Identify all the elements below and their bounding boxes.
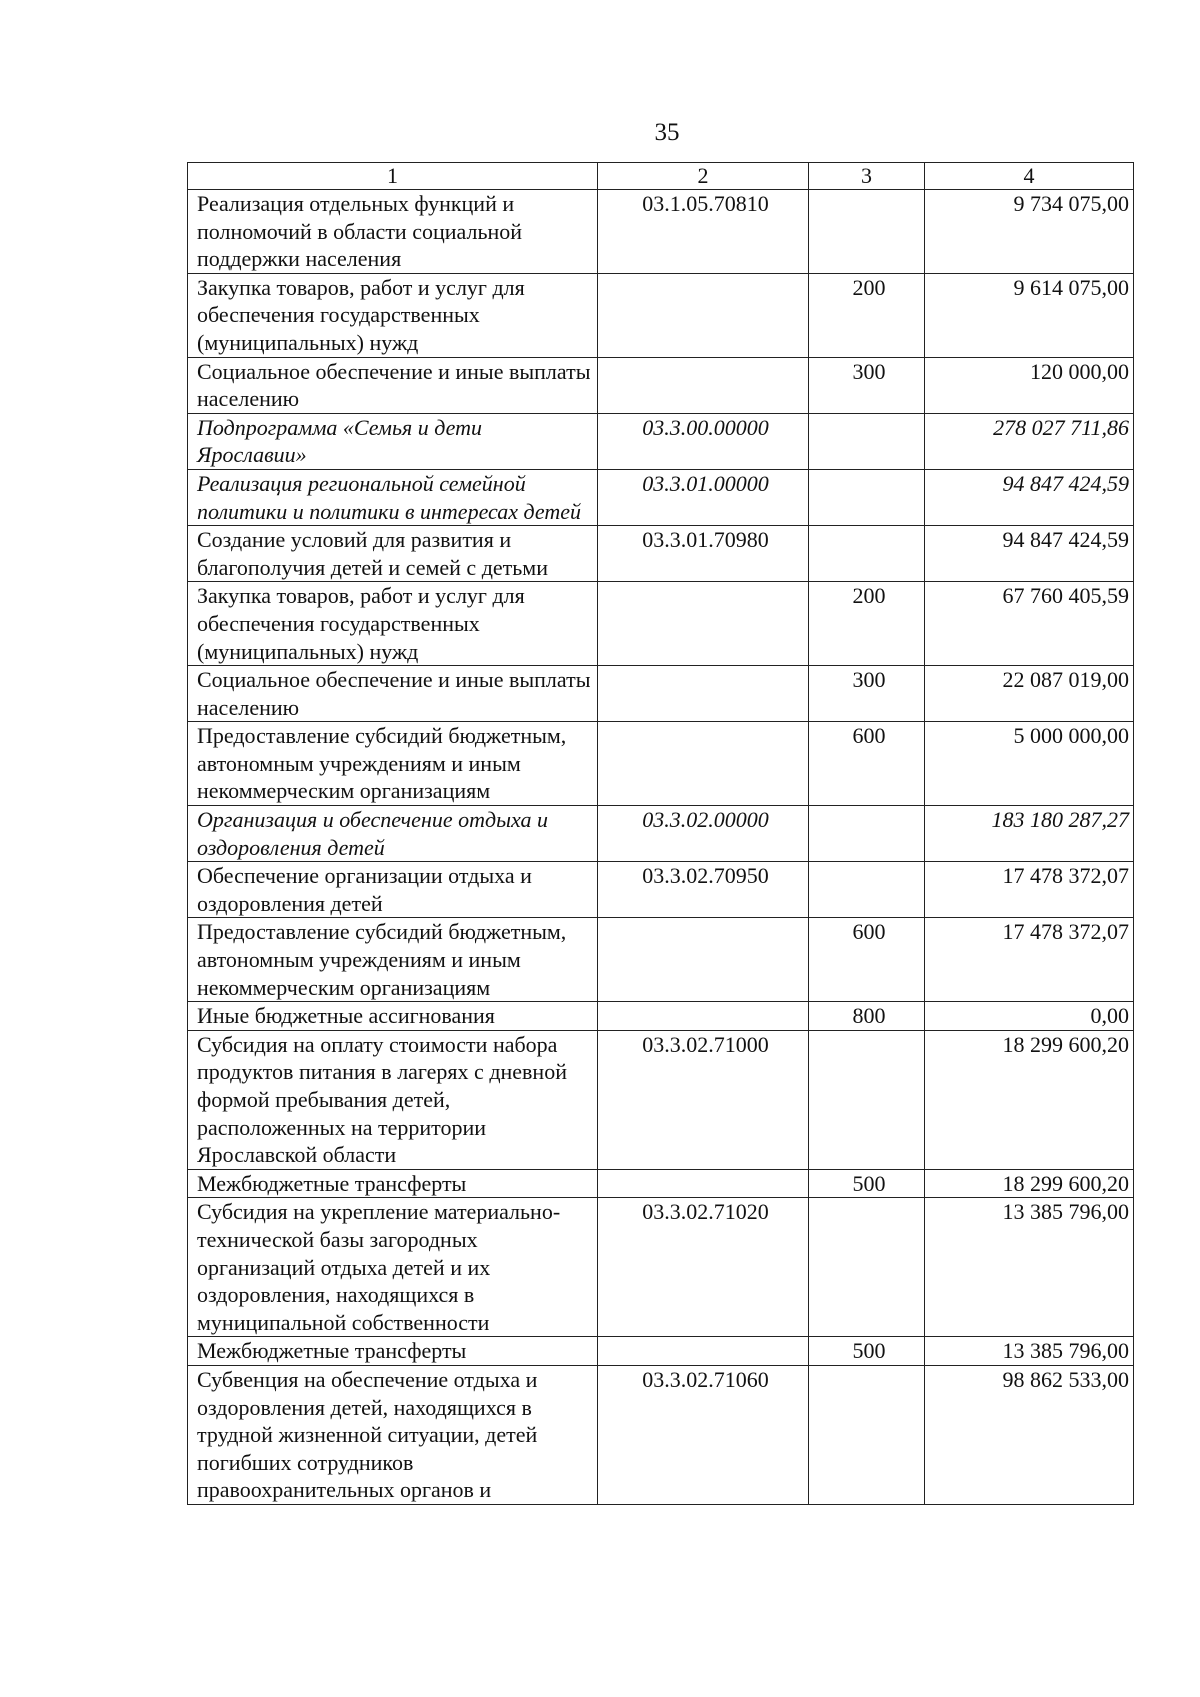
row-amount-cell: 18 299 600,20: [925, 1169, 1134, 1198]
row-type-cell: 300: [809, 357, 925, 413]
row-name-cell: Иные бюджетные ассигнования: [188, 1002, 598, 1031]
row-type-cell: [809, 862, 925, 918]
budget-table: [187, 162, 1134, 1505]
row-name-cell: Межбюджетные трансферты: [188, 1337, 598, 1366]
table-row: [188, 357, 1134, 413]
table-body: [188, 190, 1134, 1505]
row-type-cell: [809, 469, 925, 525]
header-col-1: 1: [188, 163, 598, 190]
row-code-cell: 03.3.01.70980: [598, 526, 809, 582]
row-name-cell: Подпрограмма «Семья и дети Ярославии»: [188, 413, 598, 469]
row-type-cell: [809, 1198, 925, 1337]
row-code-cell: [598, 273, 809, 357]
row-type-cell: [809, 1365, 925, 1504]
row-code-cell: 03.3.02.00000: [598, 806, 809, 862]
table-row: [188, 806, 1134, 862]
table-row: [188, 1030, 1134, 1169]
table-row: [188, 666, 1134, 722]
row-type-cell: [809, 806, 925, 862]
row-name-cell: Создание условий для развития и благополучия детей и семей с детьми: [188, 526, 598, 582]
header-row: [188, 163, 1134, 190]
table-row: [188, 1169, 1134, 1198]
table-row: [188, 1365, 1134, 1504]
row-amount-cell: 0,00: [925, 1002, 1134, 1031]
row-amount-cell: 13 385 796,00: [925, 1198, 1134, 1337]
row-code-cell: 03.3.02.70950: [598, 862, 809, 918]
table-row: [188, 722, 1134, 806]
table-row: [188, 413, 1134, 469]
row-amount-cell: 17 478 372,07: [925, 862, 1134, 918]
table-row: [188, 190, 1134, 274]
row-name-cell: Социальное обеспечение и иные выплаты населению: [188, 357, 598, 413]
row-code-cell: 03.3.02.71000: [598, 1030, 809, 1169]
row-amount-cell: 9 614 075,00: [925, 273, 1134, 357]
header-col-3: 3: [809, 163, 925, 190]
table-row: [188, 862, 1134, 918]
row-name-cell: Социальное обеспечение и иные выплаты населению: [188, 666, 598, 722]
row-type-cell: 500: [809, 1169, 925, 1198]
row-code-cell: 03.3.00.00000: [598, 413, 809, 469]
row-code-cell: [598, 918, 809, 1002]
row-amount-cell: 22 087 019,00: [925, 666, 1134, 722]
row-type-cell: [809, 1030, 925, 1169]
row-type-cell: 300: [809, 666, 925, 722]
row-type-cell: 800: [809, 1002, 925, 1031]
row-amount-cell: 98 862 533,00: [925, 1365, 1134, 1504]
row-amount-cell: 67 760 405,59: [925, 582, 1134, 666]
table-row: [188, 1337, 1134, 1366]
row-type-cell: [809, 413, 925, 469]
row-amount-cell: 94 847 424,59: [925, 469, 1134, 525]
row-amount-cell: 13 385 796,00: [925, 1337, 1134, 1366]
row-amount-cell: 9 734 075,00: [925, 190, 1134, 274]
table-row: [188, 1198, 1134, 1337]
row-amount-cell: 183 180 287,27: [925, 806, 1134, 862]
row-name-cell: Закупка товаров, работ и услуг для обеспечения государственных (муниципальных) нужд: [188, 582, 598, 666]
row-code-cell: 03.3.02.71020: [598, 1198, 809, 1337]
table-row: [188, 273, 1134, 357]
row-amount-cell: 120 000,00: [925, 357, 1134, 413]
row-code-cell: 03.1.05.70810: [598, 190, 809, 274]
table-row: [188, 469, 1134, 525]
header-col-4: 4: [925, 163, 1134, 190]
row-code-cell: [598, 1169, 809, 1198]
row-name-cell: Предоставление субсидий бюджетным, автономным учреждениям и иным некоммерческим организациям: [188, 918, 598, 1002]
table-row: [188, 918, 1134, 1002]
row-name-cell: Межбюджетные трансферты: [188, 1169, 598, 1198]
row-code-cell: [598, 722, 809, 806]
row-amount-cell: 278 027 711,86: [925, 413, 1134, 469]
table-row: [188, 526, 1134, 582]
row-type-cell: 600: [809, 918, 925, 1002]
row-amount-cell: 94 847 424,59: [925, 526, 1134, 582]
page-number: 35: [654, 119, 680, 146]
row-name-cell: Субсидия на оплату стоимости набора продуктов питания в лагерях с дневной формой пребывания детей, расположенных на территории Ярославской области: [188, 1030, 598, 1169]
row-name-cell: Организация и обеспечение отдыха и оздоровления детей: [188, 806, 598, 862]
row-code-cell: [598, 666, 809, 722]
row-name-cell: Субсидия на укрепление материально-технической базы загородных организаций отдыха детей и их оздоровления, находящихся в муниципальной собственности: [188, 1198, 598, 1337]
row-name-cell: Субвенция на обеспечение отдыха и оздоровления детей, находящихся в трудной жизненной ситуации, детей погибших сотрудников правоохранительных органов и: [188, 1365, 598, 1504]
row-type-cell: [809, 526, 925, 582]
row-code-cell: [598, 357, 809, 413]
row-type-cell: 200: [809, 273, 925, 357]
row-amount-cell: 17 478 372,07: [925, 918, 1134, 1002]
row-name-cell: Обеспечение организации отдыха и оздоровления детей: [188, 862, 598, 918]
row-type-cell: 500: [809, 1337, 925, 1366]
row-name-cell: Предоставление субсидий бюджетным, автономным учреждениям и иным некоммерческим организациям: [188, 722, 598, 806]
row-name-cell: Реализация отдельных функций и полномочий в области социальной поддержки населения: [188, 190, 598, 274]
row-code-cell: [598, 1002, 809, 1031]
row-code-cell: [598, 582, 809, 666]
row-type-cell: 200: [809, 582, 925, 666]
row-code-cell: [598, 1337, 809, 1366]
row-type-cell: 600: [809, 722, 925, 806]
row-code-cell: 03.3.02.71060: [598, 1365, 809, 1504]
header-col-2: 2: [598, 163, 809, 190]
table-row: [188, 582, 1134, 666]
row-type-cell: [809, 190, 925, 274]
table-header: [188, 163, 1134, 190]
row-amount-cell: 18 299 600,20: [925, 1030, 1134, 1169]
row-name-cell: Реализация региональной семейной политики и политики в интересах детей: [188, 469, 598, 525]
row-amount-cell: 5 000 000,00: [925, 722, 1134, 806]
table-row: [188, 1002, 1134, 1031]
row-code-cell: 03.3.01.00000: [598, 469, 809, 525]
row-name-cell: Закупка товаров, работ и услуг для обеспечения государственных (муниципальных) нужд: [188, 273, 598, 357]
